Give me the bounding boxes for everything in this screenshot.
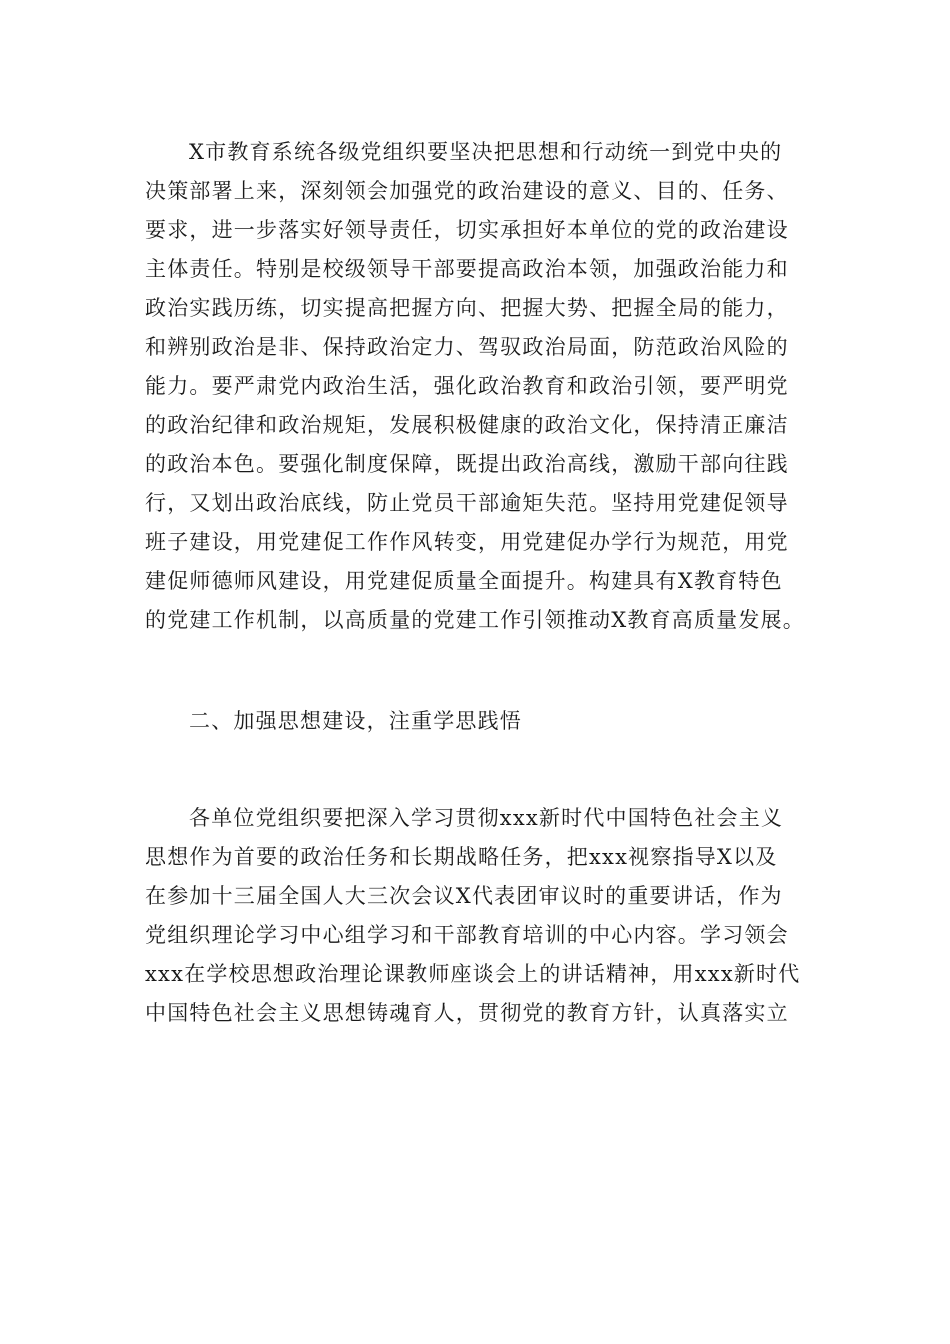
paragraph-line: 主体责任。特别是校级领导干部要提高政治本领，加强政治能力和 [145,257,789,281]
section-heading: 二、加强思想建设，注重学思践悟 [189,709,522,733]
paragraph-line: 的政治纪律和政治规矩，发展积极健康的政治文化，保持清正廉洁 [145,413,789,437]
document-body [145,133,805,1033]
paragraph-line: 和辨别政治是非、保持政治定力、驾驭政治局面，防范政治风险的 [145,335,789,359]
paragraph-line: X市教育系统各级党组织要坚决把思想和行动统一到党中央的 [189,140,783,164]
paragraph-line: 的党建工作机制，以高质量的党建工作引领推动X教育高质量发展。 [145,608,805,632]
paragraph-line: 各单位党组织要把深入学习贯彻xxx新时代中国特色社会主义 [189,806,784,830]
paragraph-thought-building [145,799,805,1033]
paragraph-line: 能力。要严肃党内政治生活，强化政治教育和政治引领，要严明党 [145,374,789,398]
paragraph-party-political-building [145,133,805,640]
paragraph-line: 建促师德师风建设，用党建促质量全面提升。构建具有X教育特色 [145,569,783,593]
paragraph-line: 中国特色社会主义思想铸魂育人，贯彻党的教育方针，认真落实立 [145,1001,789,1025]
paragraph-line: 思想作为首要的政治任务和长期战略任务，把xxx视察指导X以及 [145,845,778,869]
paragraph-line: 党组织理论学习中心组学习和干部教育培训的中心内容。学习领会 [145,923,789,947]
paragraph-line: 要求，进一步落实好领导责任，切实承担好本单位的党的政治建设 [145,218,789,242]
paragraph-line: 行，又划出政治底线，防止党员干部逾矩失范。坚持用党建促领导 [145,491,789,515]
paragraph-line: 班子建设，用党建促工作作风转变，用党建促办学行为规范，用党 [145,530,789,554]
paragraph-line: 决策部署上来，深刻领会加强党的政治建设的意义、目的、任务、 [145,179,789,203]
paragraph-line: 政治实践历练，切实提高把握方向、把握大势、把握全局的能力， [145,296,789,320]
paragraph-line: xxx在学校思想政治理论课教师座谈会上的讲话精神，用xxx新时代 [145,962,801,986]
paragraph-line: 的政治本色。要强化制度保障，既提出政治高线，激励干部向往践 [145,452,789,476]
paragraph-line: 在参加十三届全国人大三次会议X代表团审议时的重要讲话，作为 [145,884,783,908]
